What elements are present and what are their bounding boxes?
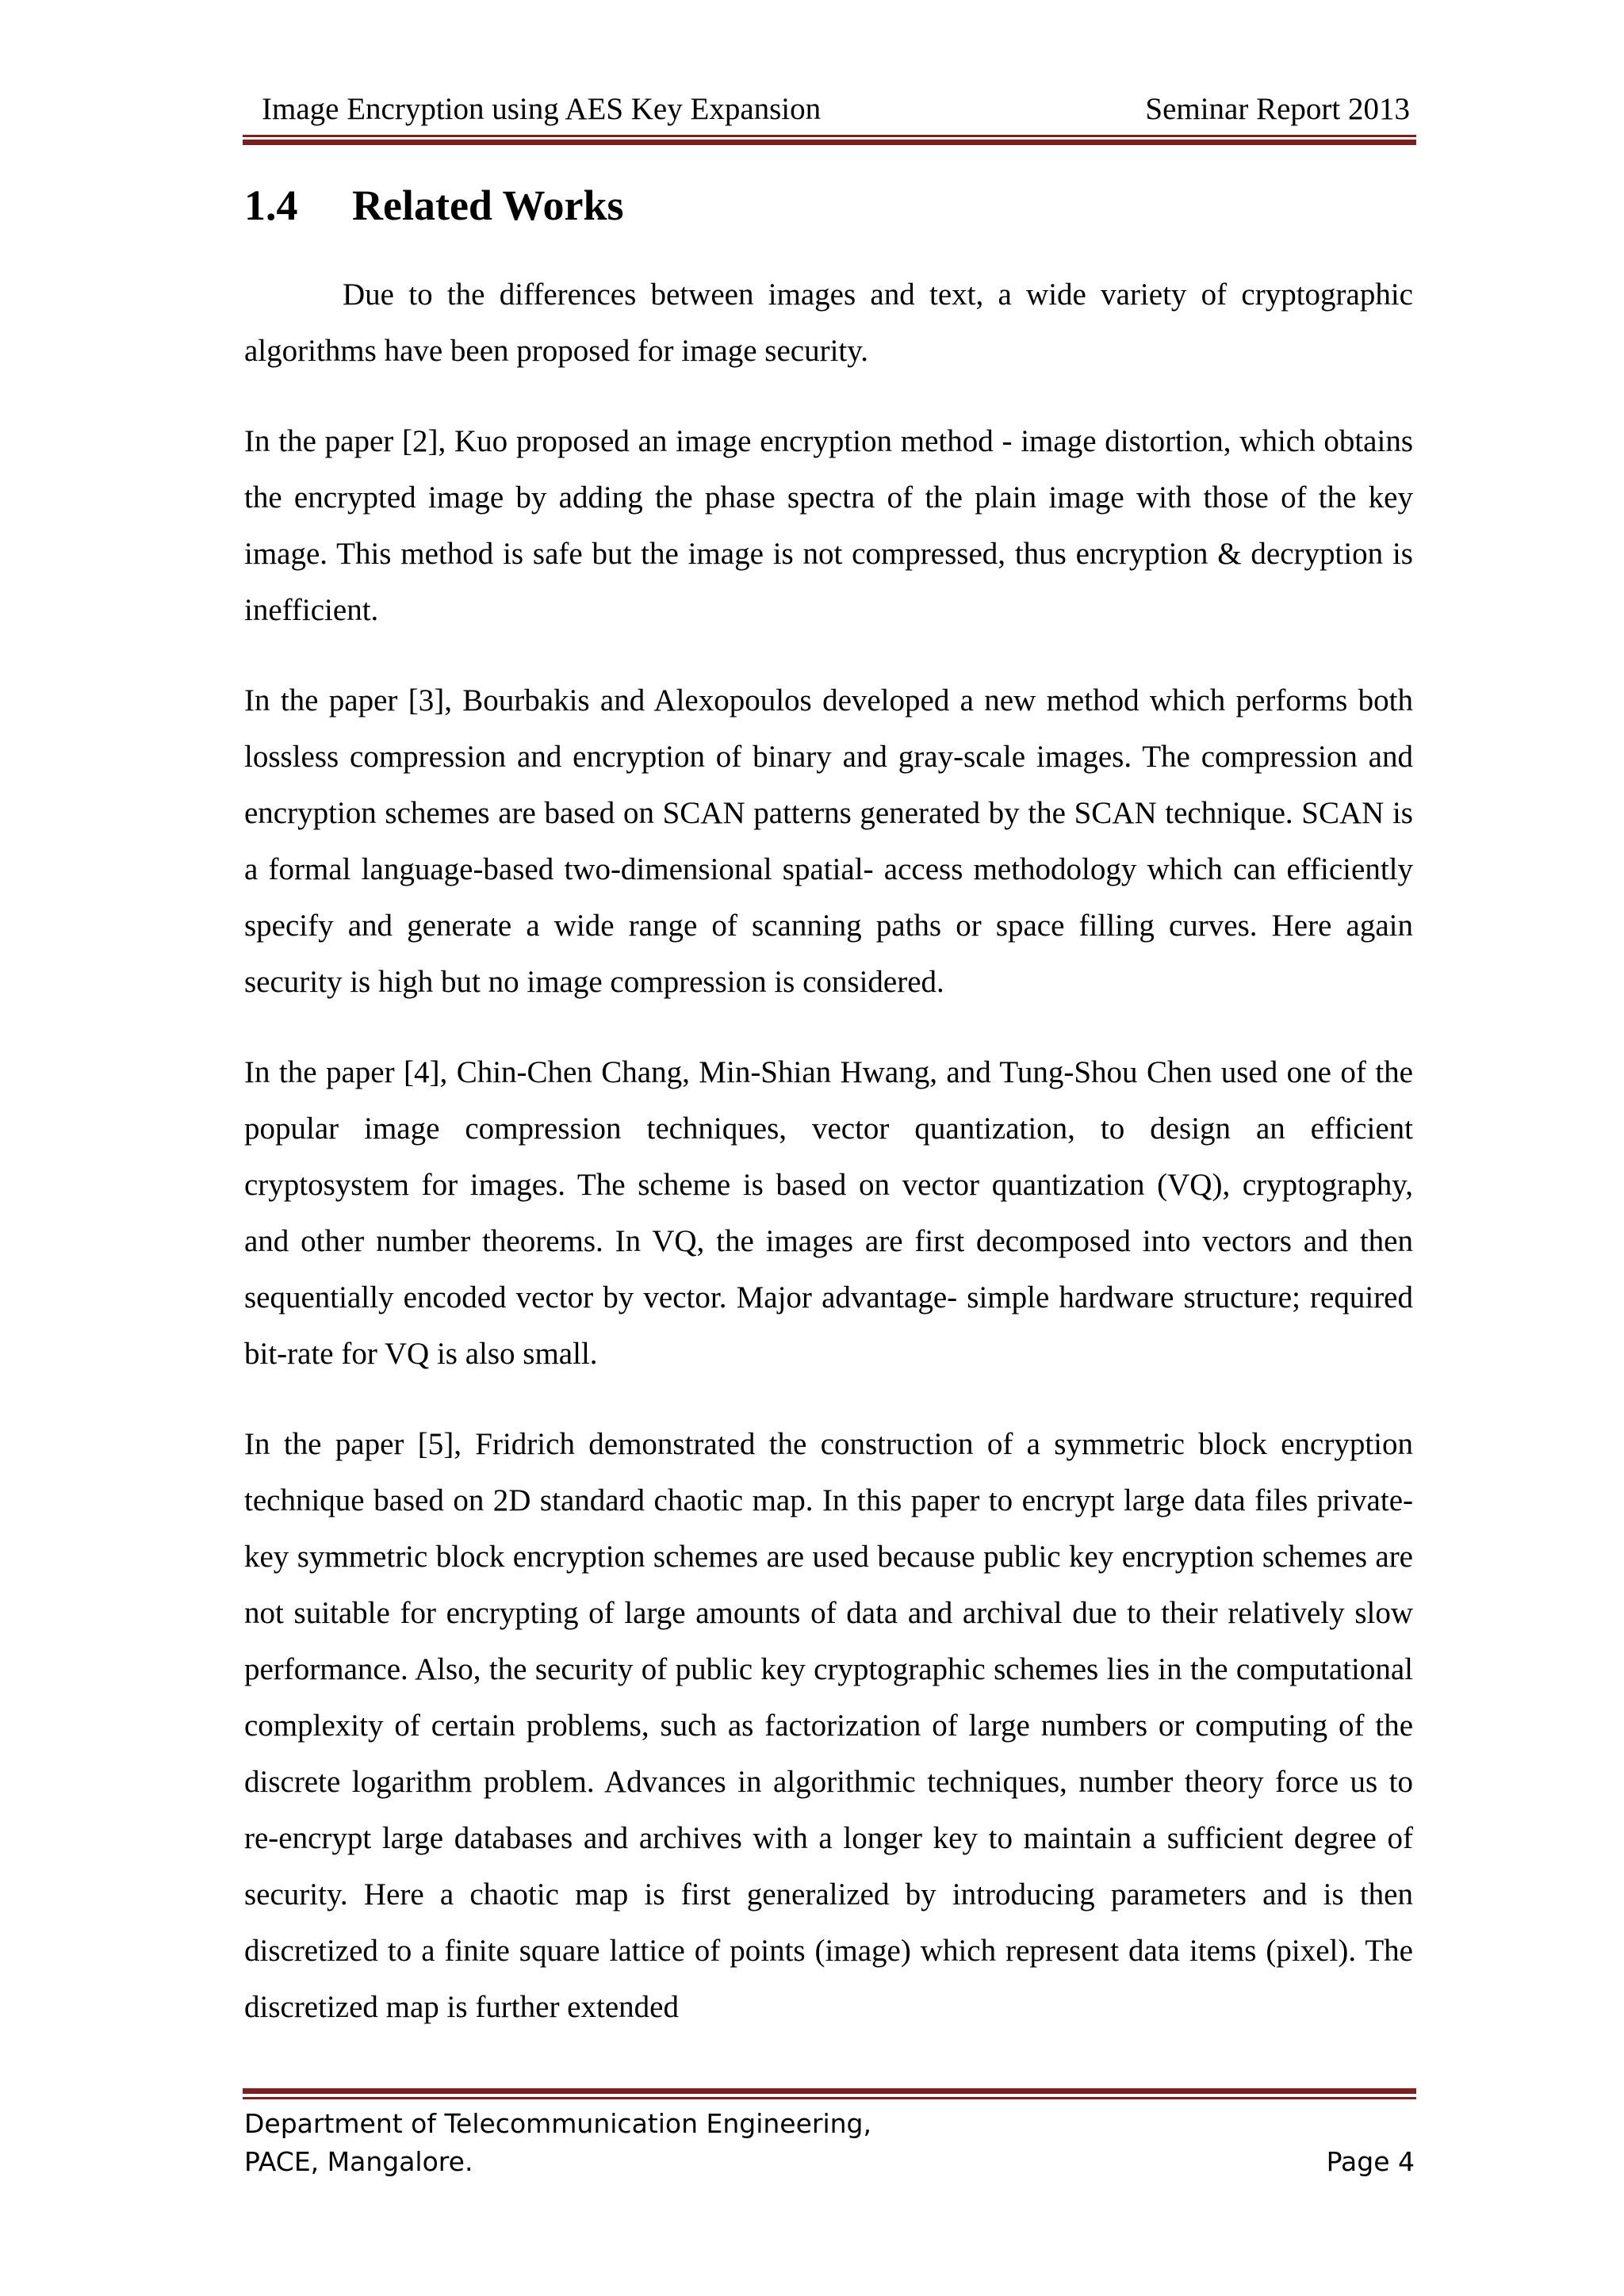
section-heading xyxy=(244,184,624,227)
page-header xyxy=(243,86,1416,133)
section-number: 1.4 xyxy=(244,182,298,229)
body-text xyxy=(244,266,1413,2069)
paragraph-intro: Due to the differences between images and text, a wide variety of cryptographic algorithms have been proposed for image security. xyxy=(244,277,1413,368)
header-rule-thick xyxy=(243,140,1416,145)
paragraph-kuo: In the paper [2], Kuo proposed an image encryption method - image distortion, which obtains the encrypted image by adding the phase spectra of the plain image with those of the key image. This method is safe but the image is not compressed, thus encryption & decryption is inefficient. xyxy=(244,424,1413,627)
header-title: Image Encryption using AES Key Expansion xyxy=(262,92,822,126)
footer-department: Department of Telecommunication Engineering, xyxy=(244,2108,871,2139)
header-rule-thin xyxy=(243,135,1416,137)
paragraph-chang: In the paper [4], Chin-Chen Chang, Min-Shian Hwang, and Tung-Shou Chen used one of the popular image compression techniques, vector quantization, to design an efficient cryptosystem for images. The scheme is based on vector quantization (VQ), cryptography, and other number theorems. In VQ, the images are first decomposed into vectors and then sequentially encoded vector by vector. Major advantage- simple hardware structure; required bit-rate for VQ is also small. xyxy=(244,1055,1413,1371)
page-number: Page 4 xyxy=(1326,2146,1415,2177)
footer-rule-thin xyxy=(243,2097,1416,2099)
paragraph-bourbakis: In the paper [3], Bourbakis and Alexopoulos developed a new method which performs both lossless compression and encryption of binary and gray-scale images. The compression and encryption schemes are based on SCAN patterns generated by the SCAN technique. SCAN is a formal language-based two-dimensional spatial- access methodology which can efficiently specify and generate a wide range of scanning paths or space filling curves. Here again security is high but no image compression is considered. xyxy=(244,683,1413,999)
section-title: Related Works xyxy=(352,182,624,229)
footer-institution: PACE, Mangalore. xyxy=(244,2146,473,2177)
page-footer xyxy=(244,2105,1415,2181)
header-report: Seminar Report 2013 xyxy=(1145,92,1410,126)
paragraph-fridrich: In the paper [5], Fridrich demonstrated the construction of a symmetric block encryption technique based on 2D standard chaotic map. In this paper to encrypt large data files private-key symmetric block encryption schemes are used because public key encryption schemes are not suitable for encrypting of large amounts of data and archival due to their relatively slow performance. Also, the security of public key cryptographic schemes lies in the computational complexity of certain problems, such as factorization of large numbers or computing of the discrete logarithm problem. Advances in algorithmic techniques, number theory force us to re-encrypt large databases and archives with a longer key to maintain a sufficient degree of security. Here a chaotic map is first generalized by introducing parameters and is then discretized to a finite square lattice of points (image) which represent data items (pixel). The discretized map is further extended xyxy=(244,1427,1413,2024)
footer-rule-thick xyxy=(243,2088,1416,2094)
